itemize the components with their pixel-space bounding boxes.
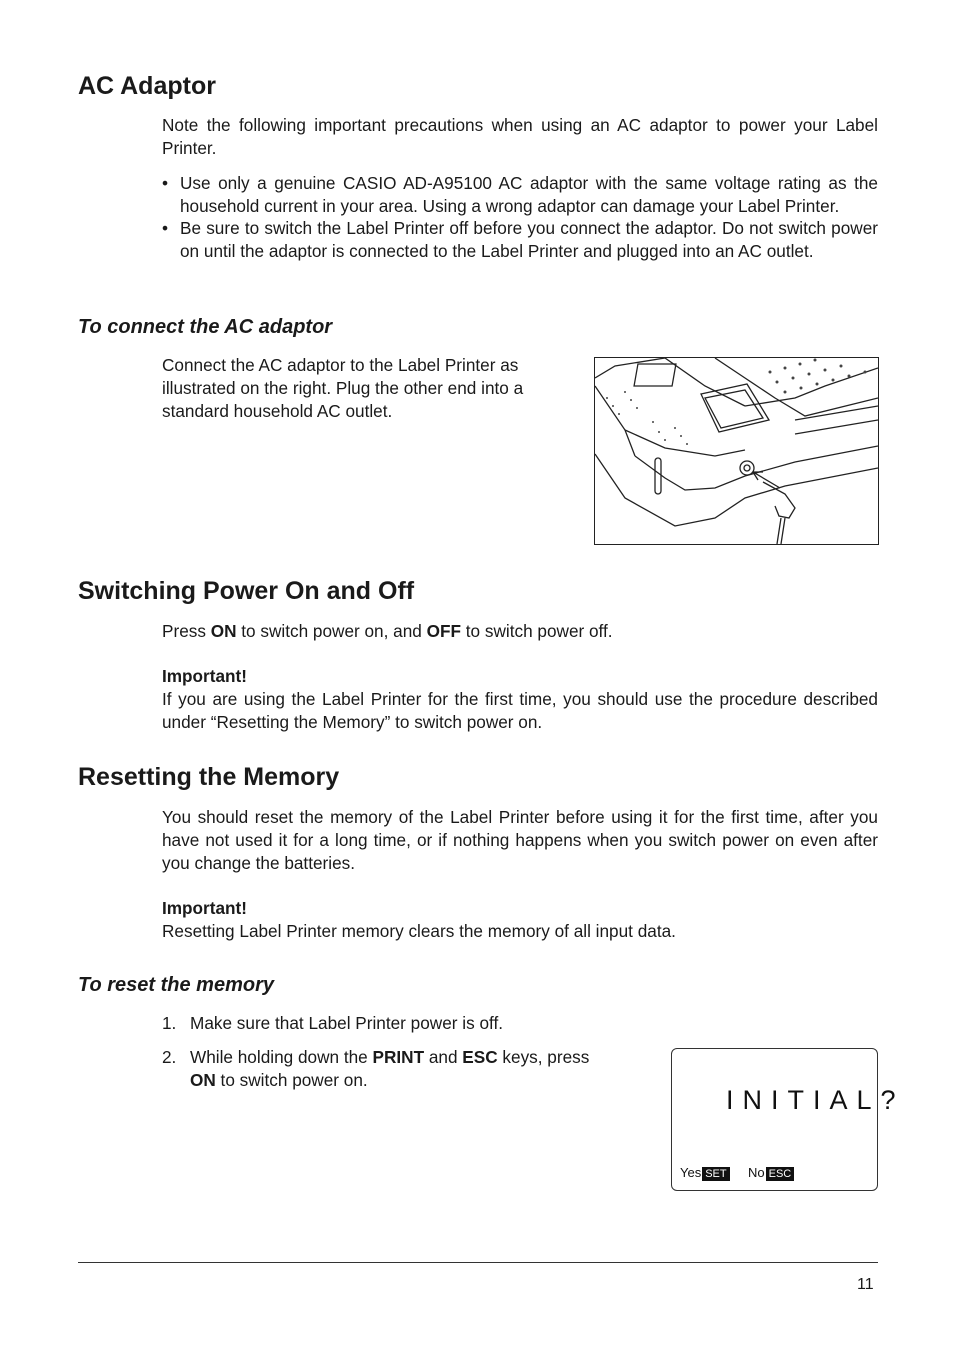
power-instructions bbox=[162, 620, 878, 643]
bullet-marker: • bbox=[162, 218, 169, 238]
printer-illustration-svg bbox=[595, 358, 878, 544]
reset-description: You should reset the memory of the Label Printer before using it for the first time, after you have not used it for a long time, or if nothing happens when you switch power on even after you change the batteries. bbox=[162, 807, 878, 873]
subheading-connect-adaptor: To connect the AC adaptor bbox=[78, 316, 333, 338]
esc-key-badge: ESC bbox=[766, 1167, 795, 1181]
step-2-number: 2. bbox=[162, 1047, 177, 1067]
step-1-number: 1. bbox=[162, 1013, 177, 1033]
connect-instructions: Connect the AC adaptor to the Label Printer as illustrated on the right. Plug the other end into a standard household AC outlet. bbox=[162, 355, 524, 421]
print-key-label: PRINT bbox=[372, 1047, 425, 1067]
lcd-display-illustration bbox=[671, 1048, 905, 1191]
section-heading-resetting-memory: Resetting the Memory bbox=[78, 763, 340, 791]
lcd-no-softkey: No ESC bbox=[748, 1165, 794, 1181]
lcd-yes-softkey: Yes SET bbox=[680, 1165, 730, 1181]
reset-important-text: Resetting Label Printer memory clears the memory of all input data. bbox=[162, 921, 676, 941]
lcd-display-text: INITIAL? bbox=[726, 1085, 905, 1115]
section-heading-ac-adaptor: AC Adaptor bbox=[78, 72, 216, 100]
on-key-label: ON bbox=[210, 621, 237, 641]
printer-adaptor-illustration bbox=[594, 357, 879, 545]
off-key-label: OFF bbox=[426, 621, 461, 641]
step-2-text: While holding down the PRINT and ESC keys, press ON to switch power on. bbox=[190, 1047, 590, 1090]
power-important-label: Important! bbox=[162, 666, 247, 686]
power-line-middle: to switch power on, and bbox=[236, 621, 427, 641]
reset-important-label: Important! bbox=[162, 898, 247, 918]
esc-key-label: ESC bbox=[462, 1047, 498, 1067]
power-line-suffix: to switch power off. bbox=[461, 621, 613, 641]
bullet-marker: • bbox=[162, 173, 169, 193]
ac-adaptor-bullet-2: Be sure to switch the Label Printer off before you connect the adaptor. Do not switch power on until the adaptor is connected to the Label Printer and plugged into an AC outlet. bbox=[180, 218, 878, 261]
step-1-text: Make sure that Label Printer power is off. bbox=[190, 1013, 504, 1033]
ac-adaptor-intro: Note the following important precautions when using an AC adaptor to power your Label Printer. bbox=[162, 115, 878, 158]
subheading-reset-memory: To reset the memory bbox=[78, 974, 274, 996]
on-key-label: ON bbox=[190, 1070, 216, 1090]
ac-adaptor-bullet-1: Use only a genuine CASIO AD-A95100 AC adaptor with the same voltage rating as the household current in your area. Using a wrong adaptor can damage your Label Printer. bbox=[180, 173, 878, 216]
power-important-text: If you are using the Label Printer for the first time, you should use the procedure described under “Resetting the Memory” to switch power on. bbox=[162, 689, 878, 732]
power-line-prefix: Press bbox=[162, 621, 211, 641]
footer-divider bbox=[78, 1262, 878, 1263]
set-key-badge: SET bbox=[702, 1167, 729, 1181]
section-heading-switching-power: Switching Power On and Off bbox=[78, 577, 415, 605]
page-number: 11 bbox=[857, 1276, 874, 1293]
